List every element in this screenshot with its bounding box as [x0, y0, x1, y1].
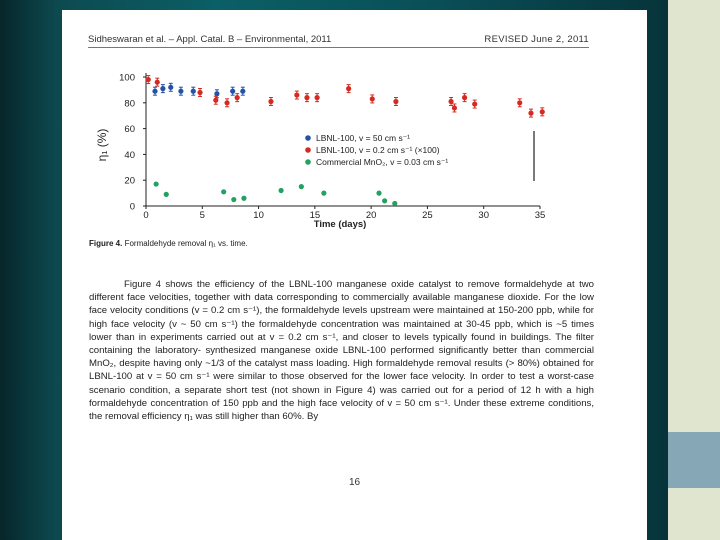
header-revision-date: REVISED June 2, 2011: [484, 34, 589, 45]
y-tick-label: 20: [124, 175, 135, 187]
body-paragraph: [89, 278, 594, 423]
data-point-series-2: [146, 77, 151, 82]
y-axis-label: η₁ (%): [95, 128, 109, 162]
data-point-series-2: [448, 99, 453, 104]
chart-legend: [305, 131, 534, 181]
x-axis-label: Time (days): [313, 219, 367, 230]
data-point-series-1: [152, 89, 157, 94]
data-point-series-2: [472, 101, 477, 106]
data-point-series-3: [299, 184, 304, 189]
legend-marker-1: [305, 135, 311, 141]
body-line: removal results (> 80%) obtained for LBNL-100 at v = 50 cm s⁻¹ were similar to those: [89, 358, 594, 383]
body-line: MnO₂, despite having only ~1/3 of the catalyst mass loading. High formaldehyde: [89, 358, 438, 370]
data-point-series-1: [191, 89, 196, 94]
data-point-series-2: [452, 105, 457, 110]
data-point-series-1: [240, 89, 245, 94]
data-point-series-3: [221, 189, 226, 194]
legend-marker-2: [305, 147, 311, 153]
data-point-series-2: [517, 100, 522, 105]
legend-marker-3: [305, 159, 311, 165]
body-line: separate short test (not shown in Figure 4) was carried out for a period of 12 h with a: [184, 384, 576, 396]
body-line: to commercially available manganese dioxide. For the low face velocity conditions (v =: [89, 292, 594, 317]
data-point-series-2: [370, 96, 375, 101]
x-tick-label: 30: [478, 210, 490, 221]
data-point-series-2: [462, 95, 467, 100]
data-point-series-2: [528, 111, 533, 116]
page-number: 16: [348, 477, 361, 488]
data-point-series-1: [214, 91, 219, 96]
y-tick-label: 0: [129, 201, 135, 213]
caption-text: Formaldehyde removal η₁ vs. time.: [124, 239, 248, 248]
data-point-series-3: [241, 196, 246, 201]
data-point-series-2: [224, 100, 229, 105]
x-tick-label: 0: [143, 210, 149, 221]
body-line: 0.2 cm s⁻¹), the formaldehyde levels upstream were maintained at 150-200 ppb, while: [211, 305, 583, 317]
header-citation: Sidheswaran et al. – Appl. Catal. B – Environmental, 2011: [88, 34, 332, 45]
body-line: Figure 4 shows the efficiency of the LBNL-100 manganese oxide catalyst to: [124, 279, 468, 290]
data-point-series-2: [540, 109, 545, 114]
x-tick-label: 20: [365, 210, 377, 221]
data-point-series-3: [154, 181, 159, 186]
body-line: Under these extreme conditions, the removal efficiency η₁ was still higher than 60%. By: [89, 397, 594, 423]
data-point-series-2: [393, 99, 398, 104]
body-line: remove formaldehyde at two different face velocities, together with data corresponding: [89, 279, 595, 304]
body-line: observed for the lower face velocity. In order to test a worst-case scenario condition, a: [89, 371, 594, 396]
caption-label: Figure 4.: [89, 239, 123, 248]
data-point-series-1: [230, 89, 235, 94]
figure-caption: [89, 239, 248, 248]
y-tick-label: 100: [119, 72, 135, 84]
body-line: synthesized manganese oxide LBNL-100 performed significantly better than commercial: [205, 345, 594, 357]
paper-page: [62, 10, 647, 540]
data-point-series-2: [294, 92, 299, 97]
legend-label-1: LBNL-100, v = 50 cm s⁻¹: [316, 133, 411, 143]
y-tick-label: 60: [124, 124, 135, 136]
data-point-series-2: [197, 90, 202, 95]
header-rule: [88, 47, 589, 48]
x-tick-label: 25: [422, 210, 433, 221]
data-point-series-3: [231, 197, 236, 202]
data-point-series-3: [278, 188, 283, 193]
paragraph-text: [89, 278, 594, 423]
data-point-series-2: [155, 80, 160, 85]
figure-4-chart: [62, 65, 647, 240]
legend-label-3: Commercial MnO₂, v = 0.03 cm s⁻¹: [316, 157, 449, 167]
body-line: and closer to levels typically found in buildings. The filter containing the laboratory-: [89, 331, 594, 357]
data-point-series-3: [164, 192, 169, 197]
x-tick-label: 10: [253, 210, 264, 221]
data-point-series-3: [321, 191, 326, 196]
data-point-series-3: [392, 201, 397, 206]
data-point-series-1: [160, 86, 165, 91]
body-line: for high face velocity (v ~ 50 cm s⁻¹) the formaldehyde concentration was maintained at: [89, 305, 594, 330]
data-point-series-2: [235, 95, 240, 100]
data-point-series-3: [376, 191, 381, 196]
data-point-series-2: [315, 95, 320, 100]
data-point-series-2: [213, 98, 218, 103]
x-tick-label: 5: [199, 210, 205, 221]
data-point-series-3: [382, 198, 387, 203]
body-line: 30-45 ppb, which is ~5 times lower than in experiments carried out at v = 0.2 cm s⁻¹,: [89, 318, 594, 343]
legend-label-2: LBNL-100, v = 0.2 cm s⁻¹ (×100): [316, 145, 440, 155]
right-decor-block: [668, 432, 720, 488]
data-point-series-2: [268, 99, 273, 104]
data-point-series-2: [304, 95, 309, 100]
y-tick-label: 40: [124, 149, 135, 161]
y-tick-label: 80: [124, 98, 135, 110]
data-point-series-2: [346, 86, 351, 91]
data-point-series-1: [168, 85, 173, 90]
data-point-series-1: [178, 89, 183, 94]
body-line: high formaldehyde concentration of 150 ppb and the high face velocity of v = 50 cm s⁻¹.: [89, 384, 594, 409]
x-tick-label: 35: [534, 210, 546, 221]
x-tick-label: 15: [309, 210, 321, 221]
